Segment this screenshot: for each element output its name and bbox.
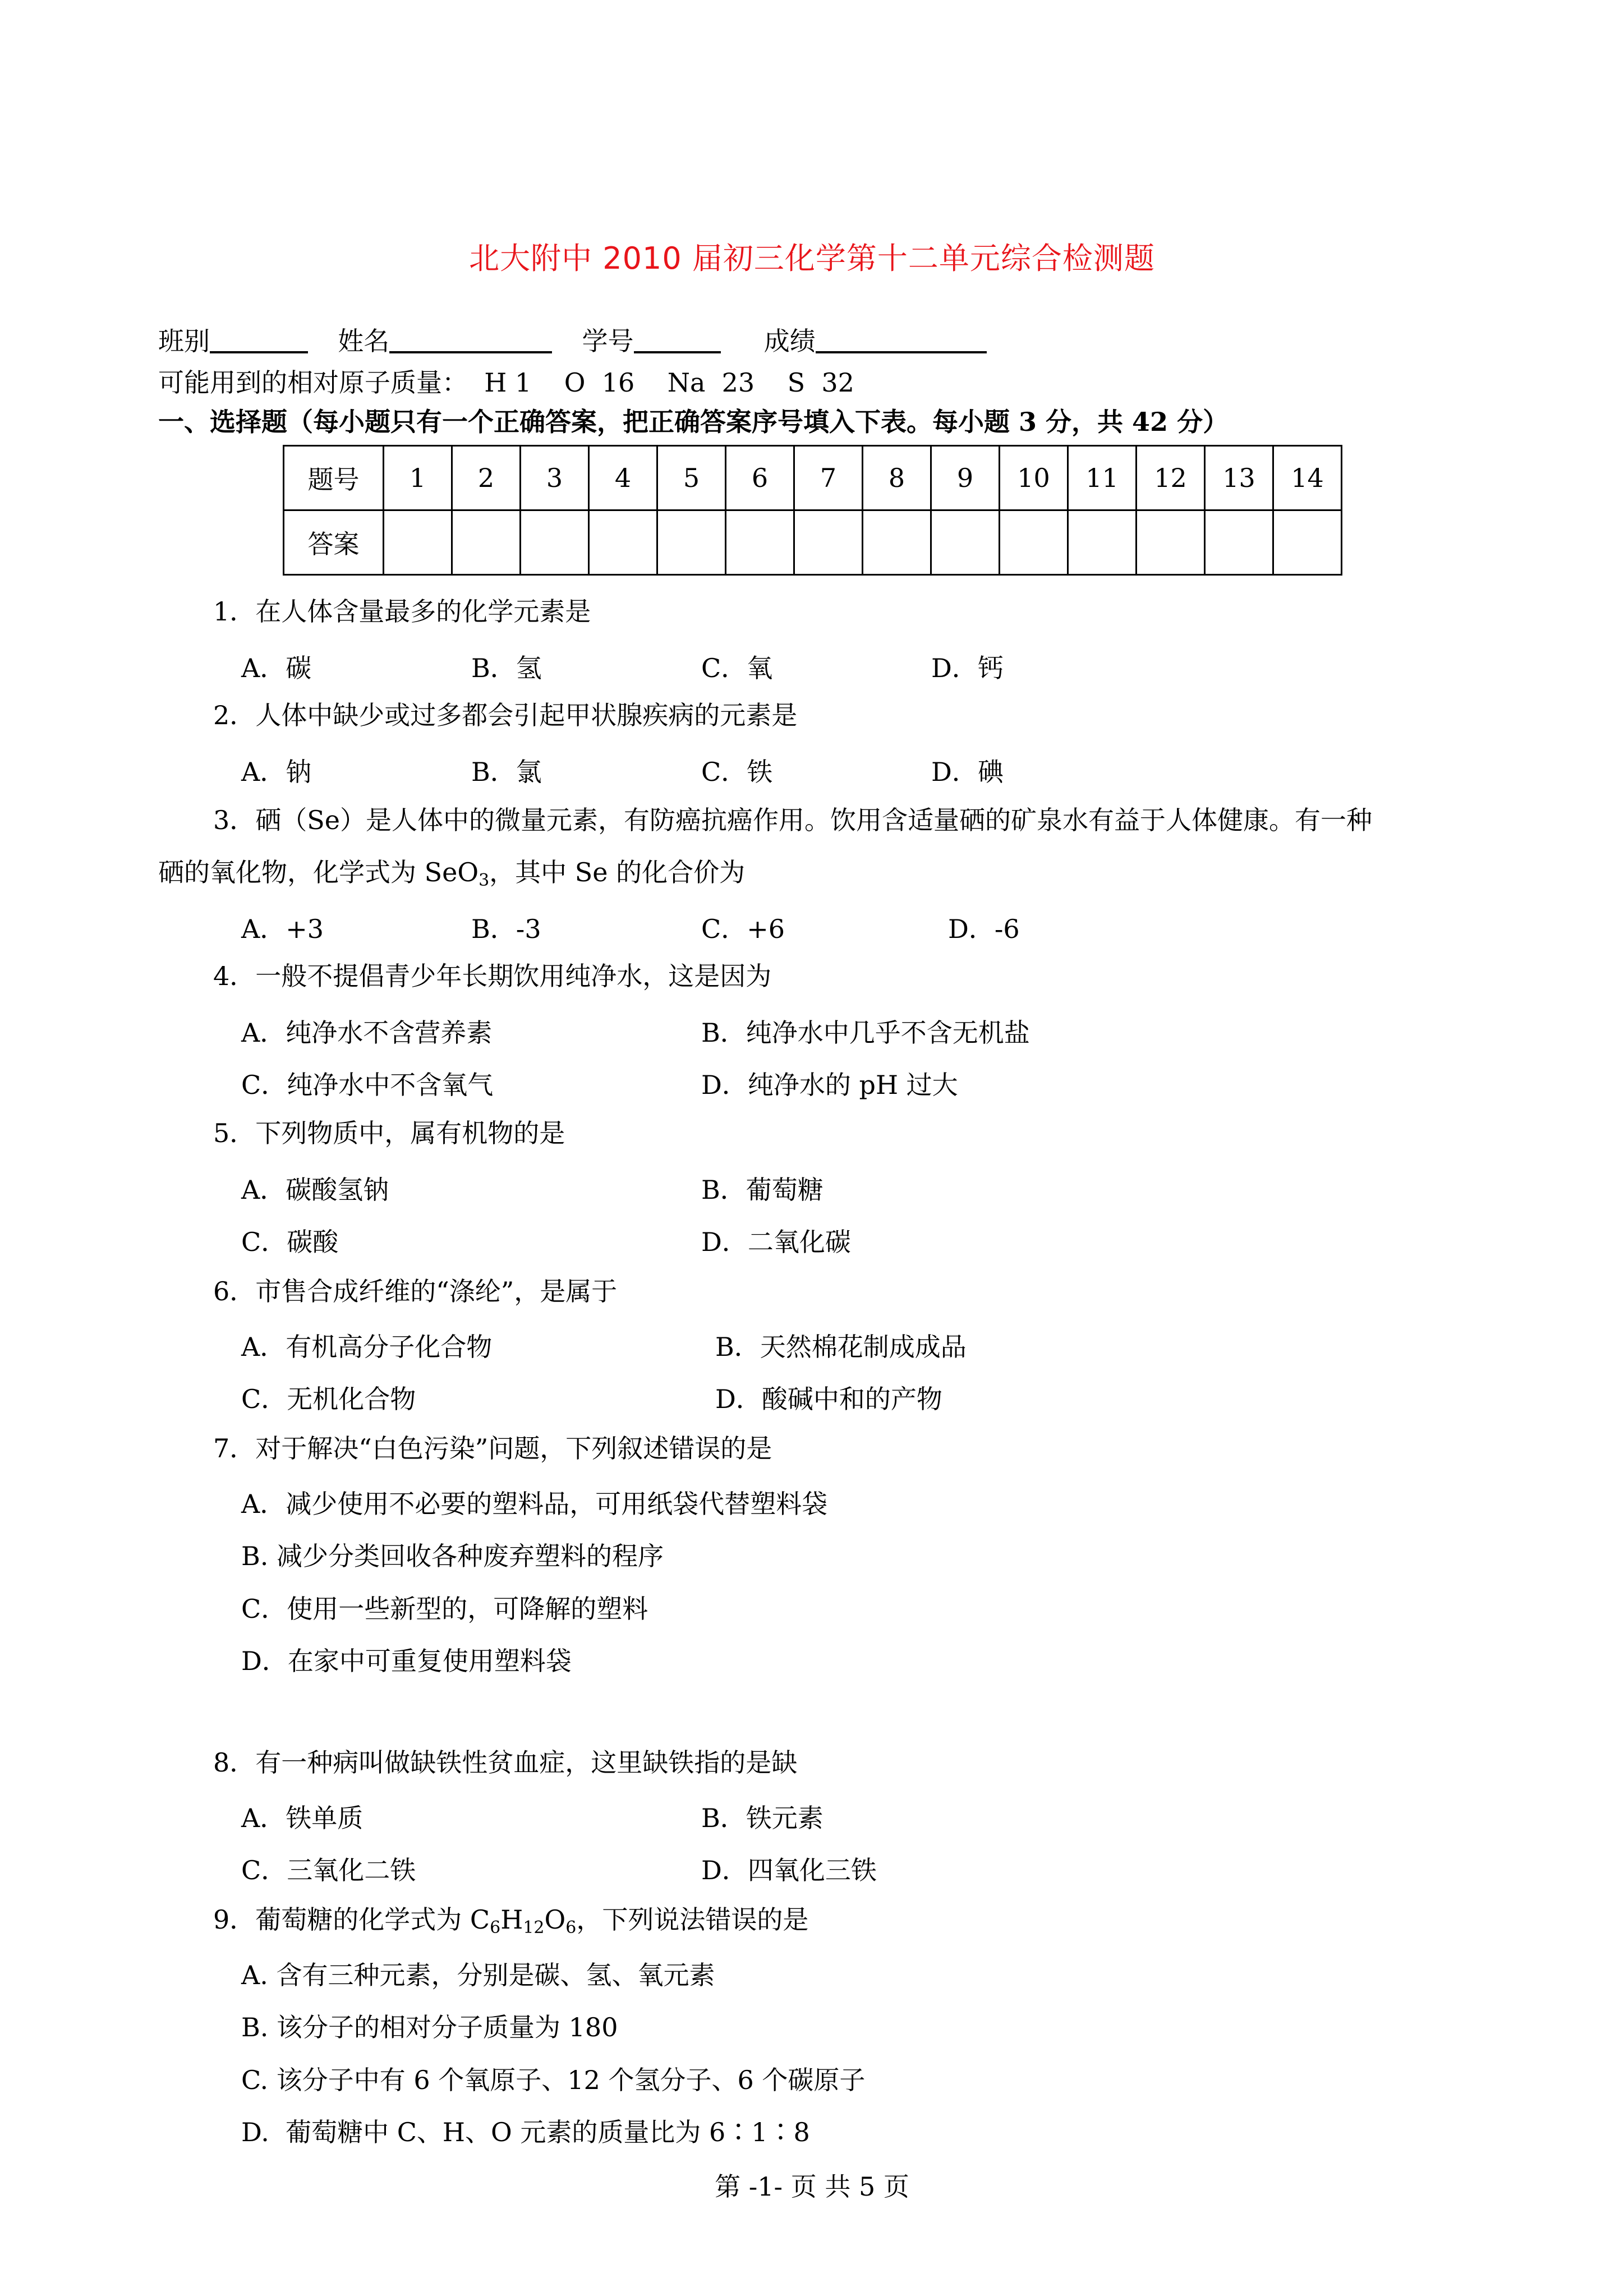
- q8-option-c: C．三氧化二铁: [241, 1855, 416, 1885]
- question-6-stem: 6．市售合成纤维的“涤纶”，是属于: [213, 1276, 618, 1306]
- question-3-stem-line1: 3．硒（Se）是人体中的微量元素，有防癌抗癌作用。饮用含适量硒的矿泉水有益于人体健康。有一种: [213, 805, 1373, 835]
- q2-option-b: B．氯: [471, 757, 542, 787]
- answer-cell[interactable]: [726, 510, 794, 575]
- id-blank: [634, 324, 721, 353]
- q9-option-d: D. 葡萄糖中 C、H、O 元素的质量比为 6∶1∶8: [241, 2117, 810, 2147]
- q9-subscript-o: 6: [565, 1918, 577, 1938]
- q9-option-c: C. 该分子中有 6 个氧原子、12 个氢分子、6 个碳原子: [241, 2065, 866, 2095]
- question-1-stem: 1．在人体含量最多的化学元素是: [213, 596, 591, 627]
- q9-option-a: A. 含有三种元素，分别是碳、氢、氧元素: [241, 1960, 715, 1990]
- atomic-mass-line: 可能用到的相对原子质量： H 1 O 16 Na 23 S 32: [158, 367, 854, 398]
- question-2-stem: 2．人体中缺少或过多都会引起甲状腺疾病的元素是: [213, 700, 798, 730]
- q6-option-b: B．天然棉花制成成品: [715, 1332, 967, 1362]
- q7-option-d: D．在家中可重复使用塑料袋: [241, 1646, 572, 1676]
- q8-option-b: B．铁元素: [701, 1803, 823, 1833]
- question-7-stem: 7．对于解决“白色污染”问题，下列叙述错误的是: [213, 1433, 772, 1464]
- q5-option-d: D．二氧化碳: [701, 1227, 851, 1257]
- q7-option-b: B. 减少分类回收各种废弃塑料的程序: [241, 1541, 664, 1571]
- answer-cell[interactable]: [1273, 510, 1342, 575]
- page-footer: 第 -1- 页 共 5 页: [715, 2171, 909, 2202]
- q3-option-d: D．-6: [948, 914, 1020, 944]
- answer-cell[interactable]: [1205, 510, 1273, 575]
- answer-cell[interactable]: [589, 510, 657, 575]
- q9-stem-post: ，下列说法错误的是: [576, 1904, 809, 1935]
- q3-stem-post: ，其中 Se 的化合价为: [489, 857, 746, 887]
- q4-option-a: A．纯净水不含营养素: [241, 1018, 493, 1048]
- question-5-stem: 5．下列物质中，属有机物的是: [213, 1118, 565, 1148]
- section-heading: 一、选择题（每小题只有一个正确答案，把正确答案序号填入下表。每小题 3 分，共 42 分）: [158, 407, 1229, 437]
- table-row: [284, 446, 1342, 510]
- question-number-cell: 11: [1068, 446, 1137, 510]
- answer-cell[interactable]: [521, 510, 589, 575]
- q3-option-a: A．+3: [241, 914, 324, 944]
- q2-option-d: D．碘: [931, 757, 1004, 787]
- answer-cell[interactable]: [657, 510, 726, 575]
- answer-cell[interactable]: [384, 510, 452, 575]
- class-label: 班别: [158, 326, 210, 356]
- q1-option-b: B．氢: [471, 653, 542, 683]
- answer-cell[interactable]: [1137, 510, 1205, 575]
- q4-option-c: C．纯净水中不含氧气: [241, 1070, 494, 1100]
- q6-option-a: A．有机高分子化合物: [241, 1332, 493, 1362]
- score-blank: [816, 324, 987, 353]
- question-number-cell: 4: [589, 446, 657, 510]
- q5-option-a: A．碳酸氢钠: [241, 1175, 389, 1205]
- score-label: 成绩: [763, 326, 816, 356]
- question-8-stem: 8．有一种病叫做缺铁性贫血症，这里缺铁指的是缺: [213, 1747, 798, 1778]
- q4-option-b: B．纯净水中几乎不含无机盐: [701, 1018, 1030, 1048]
- q7-option-a: A．减少使用不必要的塑料品，可用纸袋代替塑料袋: [241, 1489, 828, 1519]
- question-number-cell: 5: [657, 446, 726, 510]
- question-4-stem: 4．一般不提倡青少年长期饮用纯净水，这是因为: [213, 961, 772, 991]
- answer-cell[interactable]: [452, 510, 521, 575]
- q8-option-a: A．铁单质: [241, 1803, 364, 1833]
- question-number-cell: 6: [726, 446, 794, 510]
- question-number-cell: 2: [452, 446, 521, 510]
- q6-option-c: C．无机化合物: [241, 1384, 416, 1414]
- name-blank: [389, 324, 552, 353]
- q9-h: H: [500, 1904, 523, 1935]
- question-number-cell: 12: [1137, 446, 1205, 510]
- answer-cell[interactable]: [931, 510, 1000, 575]
- question-number-cell: 7: [794, 446, 863, 510]
- table-row: [284, 510, 1342, 575]
- table-header-answer: 答案: [284, 510, 384, 575]
- q9-o: O: [544, 1904, 566, 1935]
- answer-cell[interactable]: [1000, 510, 1068, 575]
- answer-cell[interactable]: [863, 510, 931, 575]
- q7-option-c: C．使用一些新型的，可降解的塑料: [241, 1594, 648, 1624]
- student-info-line: [158, 324, 987, 358]
- q9-option-b: B. 该分子的相对分子质量为 180: [241, 2012, 618, 2042]
- q9-subscript-h: 12: [523, 1918, 545, 1938]
- q6-option-d: D．酸碱中和的产物: [715, 1384, 942, 1414]
- q5-option-c: C．碳酸: [241, 1227, 339, 1257]
- q2-option-a: A．钠: [241, 757, 312, 787]
- q2-option-c: C．铁: [701, 757, 773, 787]
- answer-cell[interactable]: [794, 510, 863, 575]
- q3-option-c: C．+6: [701, 914, 785, 944]
- class-blank: [210, 324, 308, 353]
- question-9-stem: [213, 1903, 808, 1936]
- q3-stem-pre: 硒的氧化物，化学式为 SeO: [158, 857, 479, 887]
- table-header-number: 题号: [284, 446, 384, 510]
- q9-stem-pre: 9．葡萄糖的化学式为 C: [213, 1904, 490, 1935]
- question-number-cell: 9: [931, 446, 1000, 510]
- q3-option-b: B．-3: [471, 914, 541, 944]
- question-number-cell: 14: [1273, 446, 1342, 510]
- question-number-cell: 3: [521, 446, 589, 510]
- q3-subscript: 3: [479, 871, 490, 890]
- q1-option-a: A．碳: [241, 653, 312, 683]
- question-number-cell: 10: [1000, 446, 1068, 510]
- q5-option-b: B．葡萄糖: [701, 1175, 823, 1205]
- question-3-stem-line2: [158, 855, 745, 889]
- q9-subscript-c: 6: [490, 1918, 501, 1938]
- id-label: 学号: [582, 326, 634, 356]
- q1-option-d: D．钙: [931, 653, 1004, 683]
- question-number-cell: 8: [863, 446, 931, 510]
- question-number-cell: 13: [1205, 446, 1273, 510]
- q1-option-c: C．氧: [701, 653, 773, 683]
- answer-table: [283, 445, 1342, 576]
- q4-option-d: D．纯净水的 pH 过大: [701, 1070, 958, 1100]
- q8-option-d: D．四氧化三铁: [701, 1855, 877, 1885]
- question-number-cell: 1: [384, 446, 452, 510]
- name-label: 姓名: [338, 326, 390, 356]
- answer-cell[interactable]: [1068, 510, 1137, 575]
- page-title: 北大附中 2010 届初三化学第十二单元综合检测题: [469, 241, 1155, 276]
